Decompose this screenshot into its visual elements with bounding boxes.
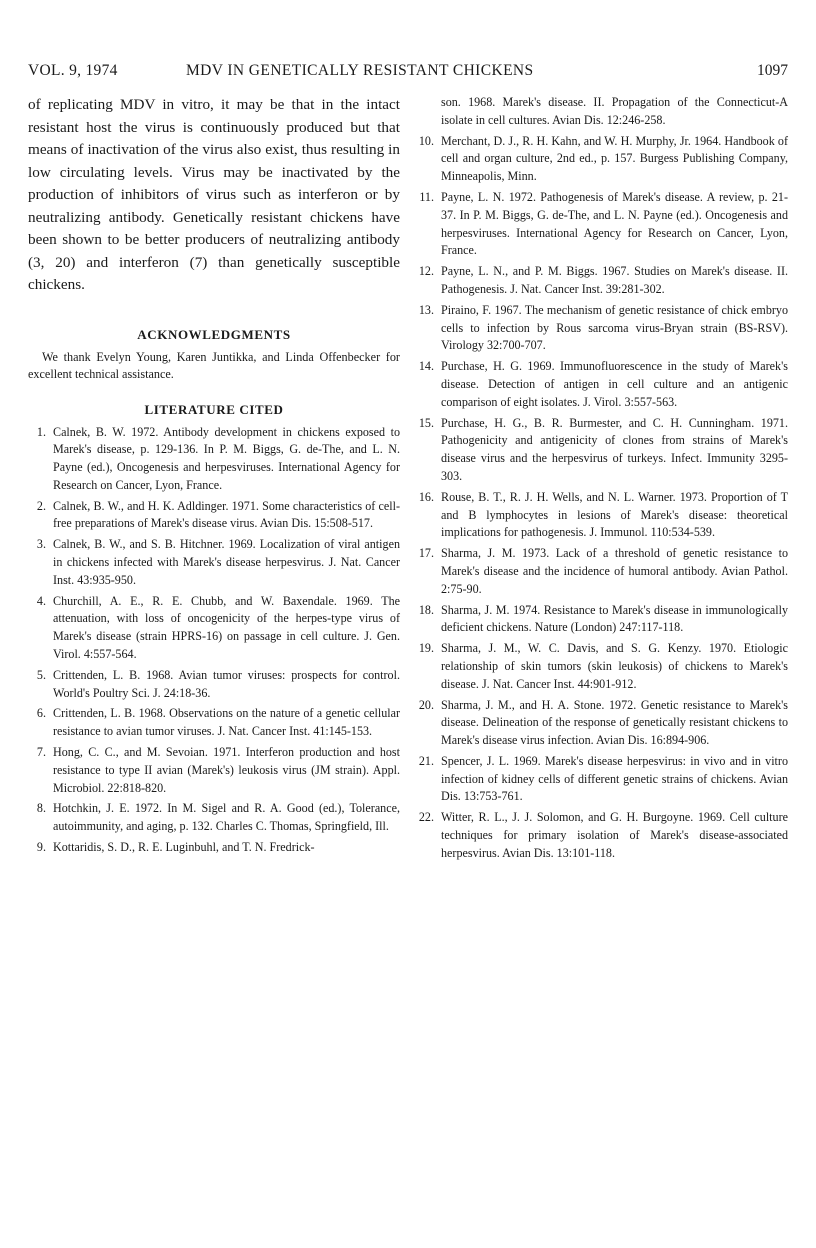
reference-item [416, 809, 788, 862]
reference-item [28, 593, 400, 664]
reference-item [416, 602, 788, 638]
reference-number: 5. [36, 667, 46, 682]
reference-number: 7. [36, 745, 46, 760]
reference-item [416, 133, 788, 186]
reference-text: Sharma, J. M., and H. A. Stone. 1972. Genetic resistance to Marek's disease. Delineation of the response of genetically resistant chickens to Marek's disease virus infection. Avian Dis. 16:894-906. [441, 697, 788, 748]
reference-number: 3. [36, 537, 46, 552]
reference-item [416, 263, 788, 299]
reference-number: 20. [418, 697, 434, 712]
reference-item [28, 424, 400, 495]
reference-number: 8. [36, 801, 46, 816]
reference-text: Crittenden, L. B. 1968. Observations on the nature of a genetic cellular resistance to avian tumor viruses. J. Nat. Cancer Inst. 41:145-153. [53, 706, 400, 739]
reference-item [28, 839, 400, 857]
reference-text: Crittenden, L. B. 1968. Avian tumor viruses: prospects for control. World's Poultry Sci. J. 24:18-36. [53, 667, 400, 700]
reference-text: Piraino, F. 1967. The mechanism of genetic resistance of chick embryo cells to infection by Rous sarcoma virus-Bryan strain (BS-RSV). Virology 32:700-707. [441, 302, 788, 353]
reference-continuation-text: son. 1968. Marek's disease. II. Propagation of the Connecticut-A isolate in cell cultures. Avian Dis. 12:246-258. [441, 95, 788, 127]
reference-item [416, 358, 788, 411]
reference-text: Sharma, J. M., W. C. Davis, and S. G. Kenzy. 1970. Etiologic relationship of skin tumors (skin leukosis) of chickens to Marek's disease. J. Nat. Cancer Inst. 44:901-912. [441, 641, 788, 691]
reference-number: 17. [418, 546, 434, 561]
body-paragraph: of replicating MDV in vitro, it may be that in the intact resistant host the virus is continuously produced but that means of inactivation of the virus also exist, thus resulting in low circulating levels. Virus may be inactivated by the production of inhibitors of virus such as interferon or by neutralizing antibody. Genetically resistant chickens have been shown to be better producers of neutralizing antibody (3, 20) and interferon (7) than genetically susceptible chickens. [28, 96, 400, 293]
reference-text: Churchill, A. E., R. E. Chubb, and W. Baxendale. 1969. The attenuation, with loss of oncogenicity of the herpes-type virus of Marek's disease (strain HPRS-16) on passage in cell culture. J. Gen. Virol. 4:557-564. [53, 593, 400, 662]
reference-text: Payne, L. N., and P. M. Biggs. 1967. Studies on Marek's disease. II. Pathogenesis. J. Nat. Cancer Inst. 39:281-302. [441, 264, 788, 296]
reference-text: Calnek, B. W. 1972. Antibody development in chickens exposed to Marek's disease, p. 129-136. In P. M. Biggs, G. de-The, and L. N. Payne (ed.), Oncogenesis and herpesviruses. International Agency for Research on Cancer, Lyon, France. [53, 424, 400, 492]
reference-text: Payne, L. N. 1972. Pathogenesis of Marek's disease. A review, p. 21-37. In P. M. Biggs, G. de-The, and L. N. Payne (ed.). Oncogenesis and herpesviruses. International Agency for Research on Cancer, Lyon, France. [441, 189, 788, 258]
reference-text: Kottaridis, S. D., R. E. Luginbuhl, and T. N. Fredrick- [53, 840, 315, 855]
reference-number: 16. [418, 489, 434, 504]
reference-item [28, 744, 400, 797]
volume-label: VOL. 9, 1974 [28, 62, 118, 79]
reference-item [416, 697, 788, 750]
reference-text: Calnek, B. W., and H. K. Adldinger. 1971. Some characteristics of cell-free preparations of Marek's disease virus. Avian Dis. 15:508-517. [53, 498, 400, 531]
reference-item [416, 415, 788, 486]
reference-number: 13. [418, 302, 434, 317]
reference-number: 14. [418, 359, 434, 374]
reference-item [416, 753, 788, 806]
reference-list-right-items [416, 133, 788, 863]
right-column [416, 94, 788, 866]
reference-text: Calnek, B. W., and S. B. Hitchner. 1969. Localization of viral antigen in chickens infected with Marek's disease herpesvirus. J. Nat. Cancer Inst. 43:935-950. [53, 537, 400, 587]
reference-number: 15. [418, 415, 434, 430]
page-number: 1097 [757, 62, 788, 79]
reference-text: Merchant, D. J., R. H. Kahn, and W. H. Murphy, Jr. 1964. Handbook of cell and organ culture, 2nd ed., p. 157. Burgess Publishing Company, Minneapolis, Minn. [441, 133, 788, 184]
reference-number: 12. [418, 264, 434, 279]
reference-item [28, 705, 400, 741]
reference-number: 10. [418, 133, 434, 148]
reference-list-left [28, 424, 400, 857]
reference-text: Sharma, J. M. 1973. Lack of a threshold of genetic resistance to Marek's disease and the incidence of humoral antibody. Avian Pathol. 2:75-90. [441, 546, 788, 596]
reference-item [28, 536, 400, 589]
reference-text: Hong, C. C., and M. Sevoian. 1971. Interferon production and host resistance to type II avian (Marek's) leukosis virus (JM strain). Appl. Microbiol. 22:818-820. [53, 745, 400, 795]
reference-item [416, 189, 788, 260]
left-column [28, 94, 400, 860]
reference-number: 11. [419, 189, 434, 204]
reference-number: 22. [418, 810, 434, 825]
reference-text: Sharma, J. M. 1974. Resistance to Marek's disease in immunologically deficient chickens. Nature (London) 247:117-118. [441, 602, 788, 635]
reference-text: Hotchkin, J. E. 1972. In M. Sigel and R. A. Good (ed.), Tolerance, autoimmunity, and aging, p. 132. Charles C. Thomas, Springfield, Ill. [53, 801, 400, 834]
reference-item [28, 667, 400, 703]
reference-item [28, 800, 400, 836]
reference-item [416, 640, 788, 693]
reference-continuation [416, 94, 788, 130]
reference-text: Purchase, H. G., B. R. Burmester, and C. H. Cunningham. 1971. Pathogenicity and antigenicity of clones from strains of Marek's disease virus and the herpesvirus of turkeys. Infect. Immunity 3295-303. [441, 415, 788, 483]
reference-list-right [416, 94, 788, 130]
reference-number: 4. [36, 593, 46, 608]
reference-text: Spencer, J. L. 1969. Marek's disease herpesvirus: in vivo and in vitro infection of kidney cells of different genetic strains of chickens. Avian Dis. 13:753-761. [441, 753, 788, 804]
reference-number: 6. [36, 706, 46, 721]
running-header [28, 62, 788, 84]
reference-text: Witter, R. L., J. J. Solomon, and G. H. Burgoyne. 1969. Cell culture techniques for primary isolation of Marek's disease-associated herpesvirus. Avian Dis. 13:101-118. [441, 810, 788, 860]
reference-item [416, 489, 788, 542]
reference-text: Purchase, H. G. 1969. Immunofluorescence in the study of Marek's disease. Detection of antigen in cell culture and an antigenic comparison of eight isolates. J. Virol. 3:557-563. [441, 359, 788, 409]
reference-number: 2. [36, 498, 46, 513]
reference-number: 19. [418, 641, 434, 656]
reference-text: Rouse, B. T., R. J. H. Wells, and N. L. Warner. 1973. Proportion of T and B lymphocytes in lesions of Marek's disease: theoretical implications for pathogenesis. J. Immunol. 110:534-539. [441, 489, 788, 540]
running-title: MDV IN GENETICALLY RESISTANT CHICKENS [186, 62, 534, 79]
reference-number: 18. [418, 602, 434, 617]
reference-number: 9. [36, 840, 46, 855]
reference-item [416, 545, 788, 598]
reference-number: 21. [418, 753, 434, 768]
reference-item [416, 302, 788, 355]
acknowledgments-heading: ACKNOWLEDGMENTS [137, 326, 291, 342]
reference-number: 1. [36, 424, 46, 439]
literature-cited-heading: LITERATURE CITED [144, 401, 284, 417]
reference-item [28, 498, 400, 534]
acknowledgments-text: We thank Evelyn Young, Karen Juntikka, and Linda Offenbecker for excellent technical assistance. [28, 349, 400, 381]
